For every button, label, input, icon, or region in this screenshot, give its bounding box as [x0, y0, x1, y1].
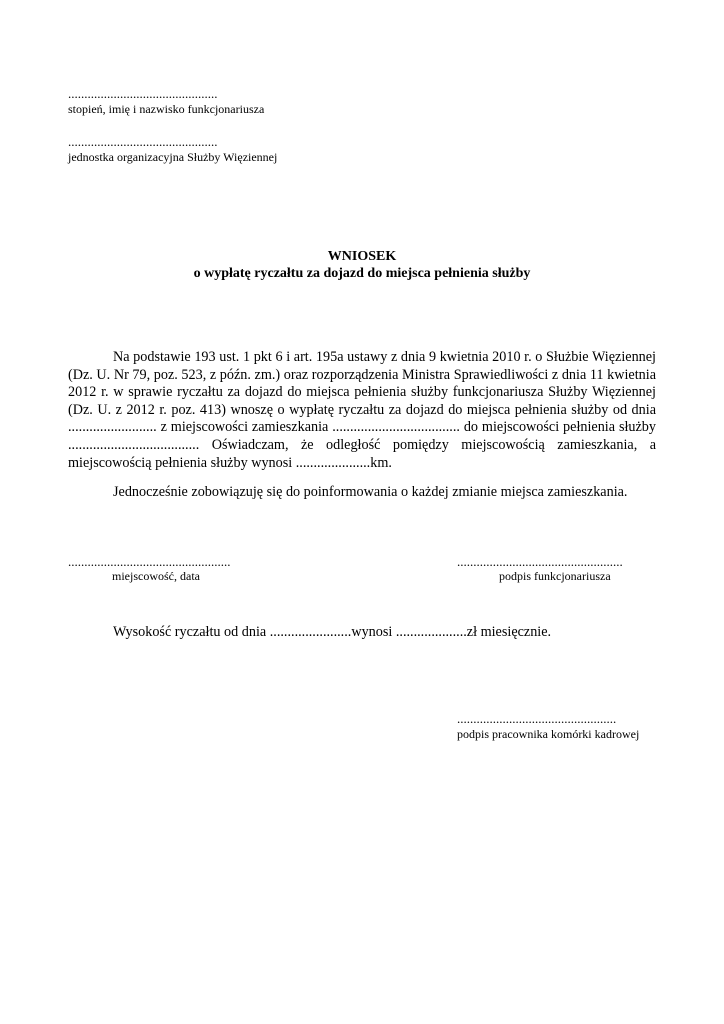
rank-name-dots: ..............................................	[68, 86, 218, 101]
body-paragraph-obligation: Jednocześnie zobowiązuję się do poinformowania o każdej zmianie miejsca zamieszkania.	[113, 484, 628, 500]
hr-signature-label: podpis pracownika komórki kadrowej	[457, 727, 640, 741]
officer-signature-label: podpis funkcjonariusza	[499, 569, 611, 583]
document-subtitle: o wypłatę ryczałtu za dojazd do miejsca pełnienia służby	[193, 266, 531, 281]
rank-name-label: stopień, imię i nazwisko funkcjonariusza	[68, 102, 265, 116]
unit-dots: ..............................................	[68, 134, 218, 149]
rate-line: Wysokość ryczałtu od dnia .......................wynosi ....................zł miesięcznie.	[113, 624, 552, 640]
document-title-block	[0, 248, 724, 282]
document-title: WNIOSEK	[327, 249, 397, 264]
officer-signature-dots: ...................................................	[457, 554, 623, 569]
place-date-label: miejscowość, data	[112, 569, 200, 583]
unit-label: jednostka organizacyjna Służby Więziennej	[68, 150, 278, 164]
hr-signature-dots: .................................................	[457, 711, 617, 726]
body-paragraph-request: Na podstawie 193 ust. 1 pkt 6 i art. 195a ustawy z dnia 9 kwietnia 2010 r. o Służbie Więziennej (Dz. U. Nr 79, poz. 523, z późn. zm.) oraz rozporządzenia Ministra Sprawiedliwości z dnia 11 kwietnia 2012 r. w sprawie ryczałtu za dojazd do miejsca pełnienia służby funkcjonariusza Służby Więziennej (Dz. U. z 2012 r. poz. 413) wnoszę o wypłatę ryczałtu za dojazd do miejsca pełnienia służby od dnia ......................... z miejscowości zamieszkania .................................... do miejscowości pełnienia służby ..................................... Oświadczam, że odległość pomiędzy miejscowością zamieszkania, a miejscowością pełnienia służby wynosi .....................km.	[68, 349, 656, 471]
place-date-dots: ..................................................	[68, 554, 231, 569]
